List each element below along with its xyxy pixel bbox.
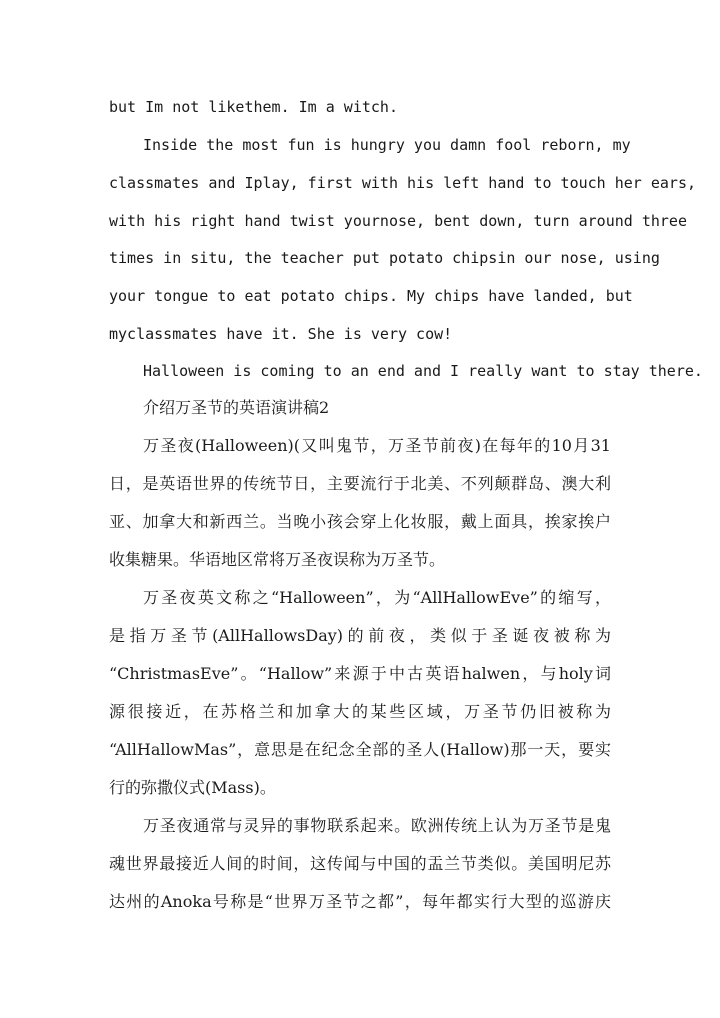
text-line: times in situ, the teacher put potato chipsin our nose, using <box>109 249 660 267</box>
text-line: 万圣夜(Halloween)(又叫鬼节，万圣节前夜)在每年的10月31 <box>143 436 611 455</box>
text-line: with his right hand twist yournose, bent down, turn around three <box>109 212 687 230</box>
text-line: 日，是英语世界的传统节日，主要流行于北美、不列颠群岛、澳大利 <box>109 474 611 493</box>
text-line: classmates and Iplay, first with his left hand to touch her ears, <box>109 174 696 192</box>
text-line: “AllHallowMas”，意思是在纪念全部的圣人(Hallow)那一天，要实 <box>109 740 611 759</box>
text-line: Halloween is coming to an end and I really want to stay there. <box>143 362 703 380</box>
text-line: but Im not likethem. Im a witch. <box>109 98 398 116</box>
text-line: 万圣夜英文称之“Halloween”，为“AllHallowEve”的缩写， <box>143 588 611 607</box>
text-line: Inside the most fun is hungry you damn fool reborn, my <box>143 136 631 154</box>
text-line: 源很接近，在苏格兰和加拿大的某些区域，万圣节仍旧被称为 <box>109 702 611 721</box>
text-line: 万圣夜通常与灵异的事物联系起来。欧洲传统上认为万圣节是鬼 <box>143 816 611 835</box>
text-line: 亚、加拿大和新西兰。当晚小孩会穿上化妆服，戴上面具，挨家挨户 <box>109 512 611 531</box>
text-line: your tongue to eat potato chips. My chips have landed, but <box>109 287 633 305</box>
text-line: 魂世界最接近人间的时间，这传闻与中国的盂兰节类似。美国明尼苏 <box>109 854 611 873</box>
text-line: “ChristmasEve”。“Hallow”来源于中古英语halwen，与holy词 <box>109 664 611 683</box>
text-line: 达州的Anoka号称是“世界万圣节之都”，每年都实行大型的巡游庆 <box>109 892 611 911</box>
text-line: 收集糖果。华语地区常将万圣夜误称为万圣节。 <box>109 550 446 569</box>
text-line: 是指万圣节(AllHallowsDay)的前夜，类似于圣诞夜被称为 <box>109 626 611 645</box>
text-line: 行的弥撒仪式(Mass)。 <box>109 778 276 797</box>
section-heading: 介绍万圣节的英语演讲稿2 <box>143 398 330 417</box>
text-line: myclassmates have it. She is very cow! <box>109 325 453 343</box>
